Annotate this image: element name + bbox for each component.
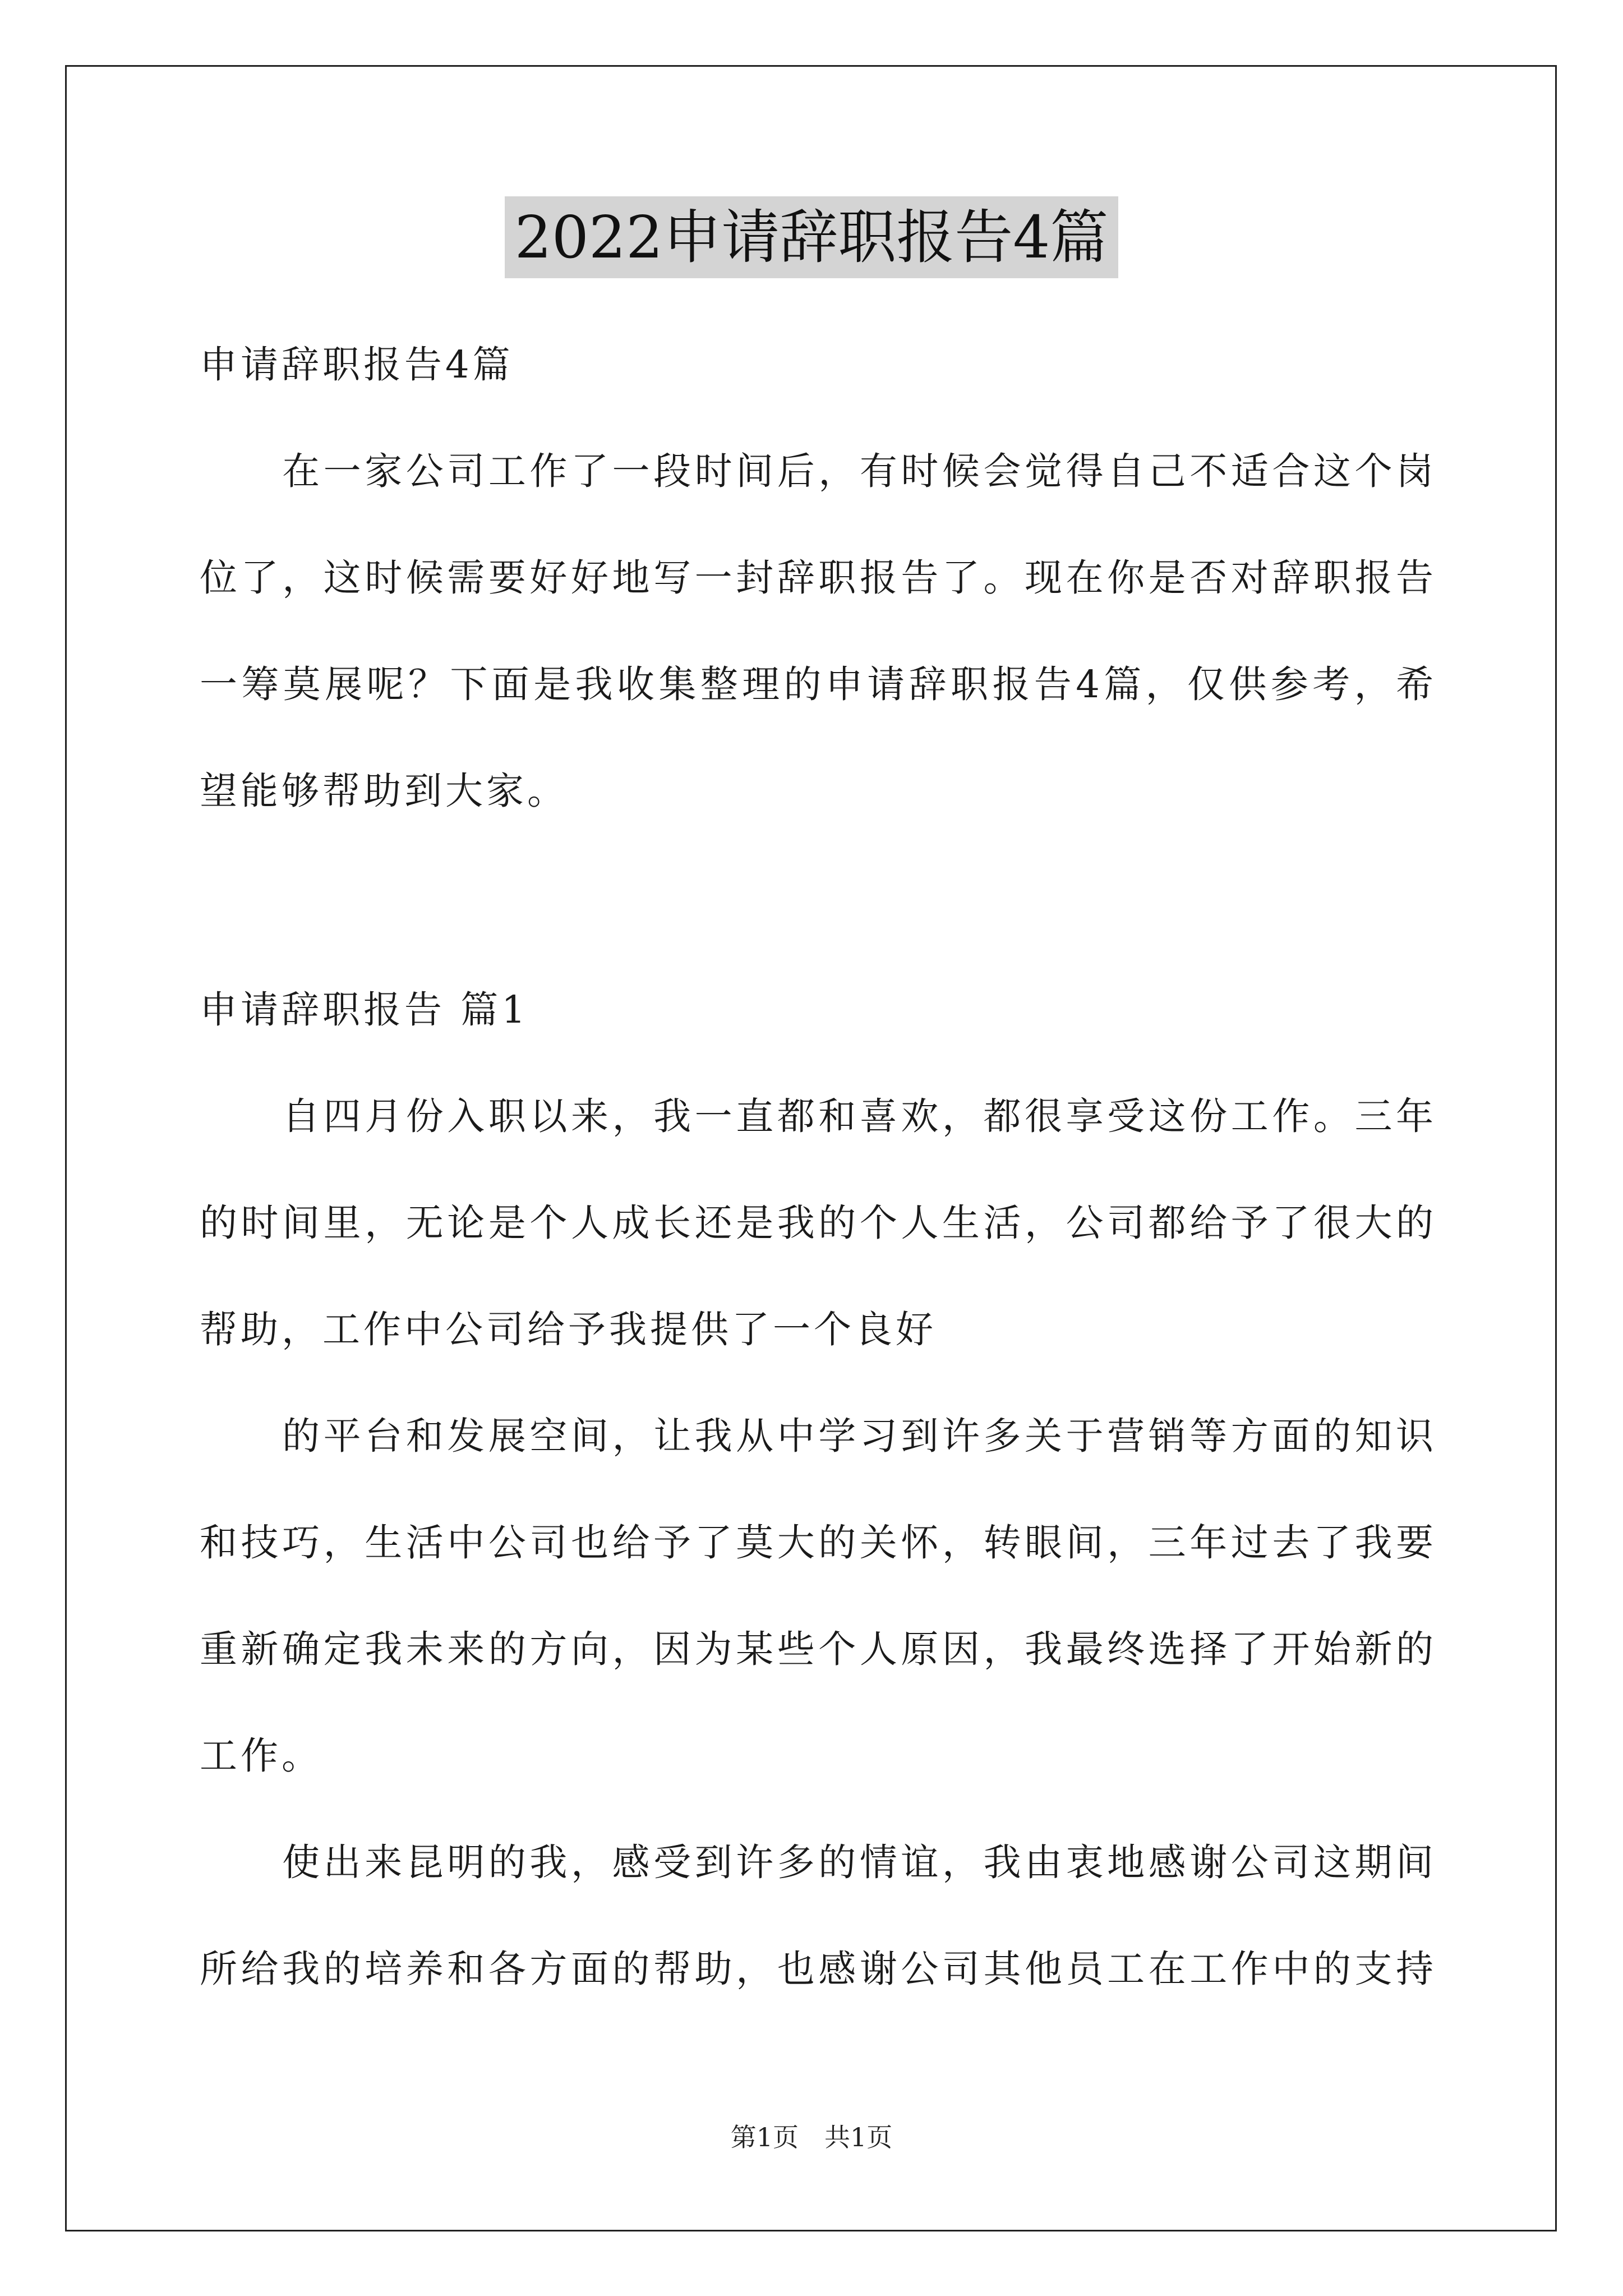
document-title: 2022申请辞职报告4篇: [505, 196, 1118, 278]
paragraph-line: 帮助，工作中公司给予我提供了一个良好: [200, 1308, 937, 1351]
page-footer: 第1页 共1页: [730, 2122, 893, 2152]
paragraph-line: 自四月份入职以来，我一直都和喜欢，都很享受这份工作。三年: [200, 1094, 1433, 1138]
paragraph-line: 使出来昆明的我，感受到许多的情谊，我由衷地感谢公司这期间: [200, 1841, 1433, 1884]
section-heading: 申请辞职报告 篇1: [200, 988, 529, 1032]
paragraph-line: 的时间里，无论是个人成长还是我的个人生活，公司都给予了很大的: [200, 1201, 1433, 1245]
paragraph-line: 位了，这时候需要好好地写一封辞职报告了。现在你是否对辞职报告: [200, 556, 1433, 600]
paragraph-line: 重新确定我未来的方向，因为某些个人原因，我最终选择了开始新的: [200, 1627, 1433, 1671]
paragraph-line: 所给我的培养和各方面的帮助，也感谢公司其他员工在工作中的支持: [200, 1947, 1433, 1991]
paragraph-line: 望能够帮助到大家。: [200, 769, 568, 813]
subtitle-line: 申请辞职报告4篇: [200, 343, 514, 386]
paragraph-line: 在一家公司工作了一段时间后，有时候会觉得自己不适合这个岗: [200, 449, 1433, 493]
paragraph-line: 的平台和发展空间，让我从中学习到许多关于营销等方面的知识: [200, 1414, 1433, 1458]
paragraph-line: 工作。: [200, 1734, 322, 1778]
paragraph-line: 一筹莫展呢？下面是我收集整理的申请辞职报告4篇，仅供参考，希: [200, 662, 1433, 706]
paragraph-line: 和技巧，生活中公司也给予了莫大的关怀，转眼间，三年过去了我要: [200, 1521, 1433, 1565]
